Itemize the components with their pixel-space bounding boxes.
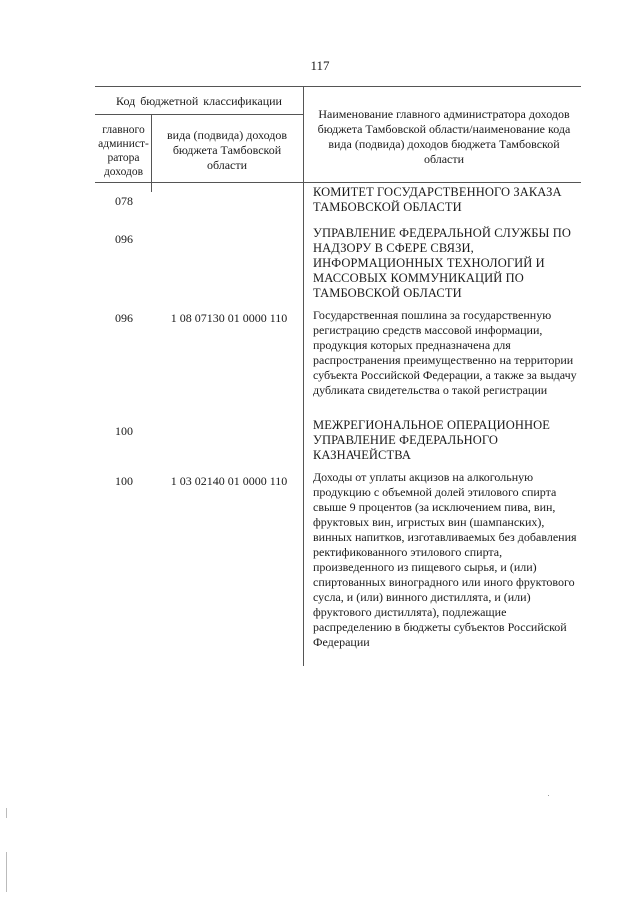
- admin-code: 100: [115, 474, 133, 488]
- scan-speck: [548, 795, 549, 796]
- income-name: МЕЖРЕГИОНАЛЬНОЕ ОПЕРАЦИОННОЕ УПРАВЛЕНИЕ ФЕДЕРАЛЬНОГО КАЗНАЧЕЙСТВА: [313, 418, 551, 462]
- income-name: Государственная пошлина за государственную регистрацию средств массовой информации, продукция которых предназначена для распространения преимущественно на территории субъекта Российской Федерации, а также за выдачу дубликата свидетельства о такой регистрации: [313, 308, 577, 397]
- column-divider-admin-body: [151, 182, 152, 192]
- header-bottom-border: [95, 182, 581, 183]
- header-col-admin: главного админист-ратора доходов: [98, 124, 149, 178]
- header-col-name: Наименование главного администратора доходов бюджета Тамбовской области/наименование кода вида (подвида) доходов бюджета Тамбовской области: [317, 107, 571, 166]
- income-kind-code: 1 03 02140 01 0000 110: [170, 474, 288, 488]
- page-number: 117: [310, 58, 330, 73]
- column-divider-name: [303, 86, 304, 666]
- column-divider-admin: [151, 114, 152, 182]
- header-col-kind: вида (подвида) доходов бюджета Тамбовской области: [167, 128, 287, 172]
- admin-code: 096: [115, 232, 133, 246]
- table-top-border: [95, 86, 581, 87]
- admin-code: 078: [115, 194, 133, 208]
- header-group-divider: [95, 114, 303, 115]
- admin-code: 100: [115, 424, 133, 438]
- income-name: УПРАВЛЕНИЕ ФЕДЕРАЛЬНОЙ СЛУЖБЫ ПО НАДЗОРУ В СФЕРЕ СВЯЗИ, ИНФОРМАЦИОННЫХ ТЕХНОЛОГИЙ И МАССОВЫХ КОММУНИКАЦИЙ ПО ТАМБОВСКОЙ ОБЛАСТИ: [313, 226, 571, 300]
- scan-margin-mark: [6, 808, 7, 818]
- header-group-title: Код бюджетной классификации: [116, 94, 282, 108]
- income-kind-code: 1 08 07130 01 0000 110: [170, 311, 288, 325]
- income-name: КОМИТЕТ ГОСУДАРСТВЕННОГО ЗАКАЗА ТАМБОВСКОЙ ОБЛАСТИ: [313, 185, 562, 214]
- admin-code: 096: [115, 311, 133, 325]
- scan-margin-mark: [6, 852, 7, 892]
- income-name: Доходы от уплаты акцизов на алкогольную продукцию с объемной долей этилового спирта свыше 9 процентов (за исключением пива, вин, фруктовых вин, игристых вин (шампанских), винных напитков, изготавливаемых без добавления ректификованного этилового спирта, произведенного из пищевого сырья, и (или) спиртованных виноградного или иного фруктового сусла, и (или) винного дистиллята, и (или) фруктового дистиллята), подлежащие распределению в бюджеты субъектов Российской Федерации: [313, 470, 577, 649]
